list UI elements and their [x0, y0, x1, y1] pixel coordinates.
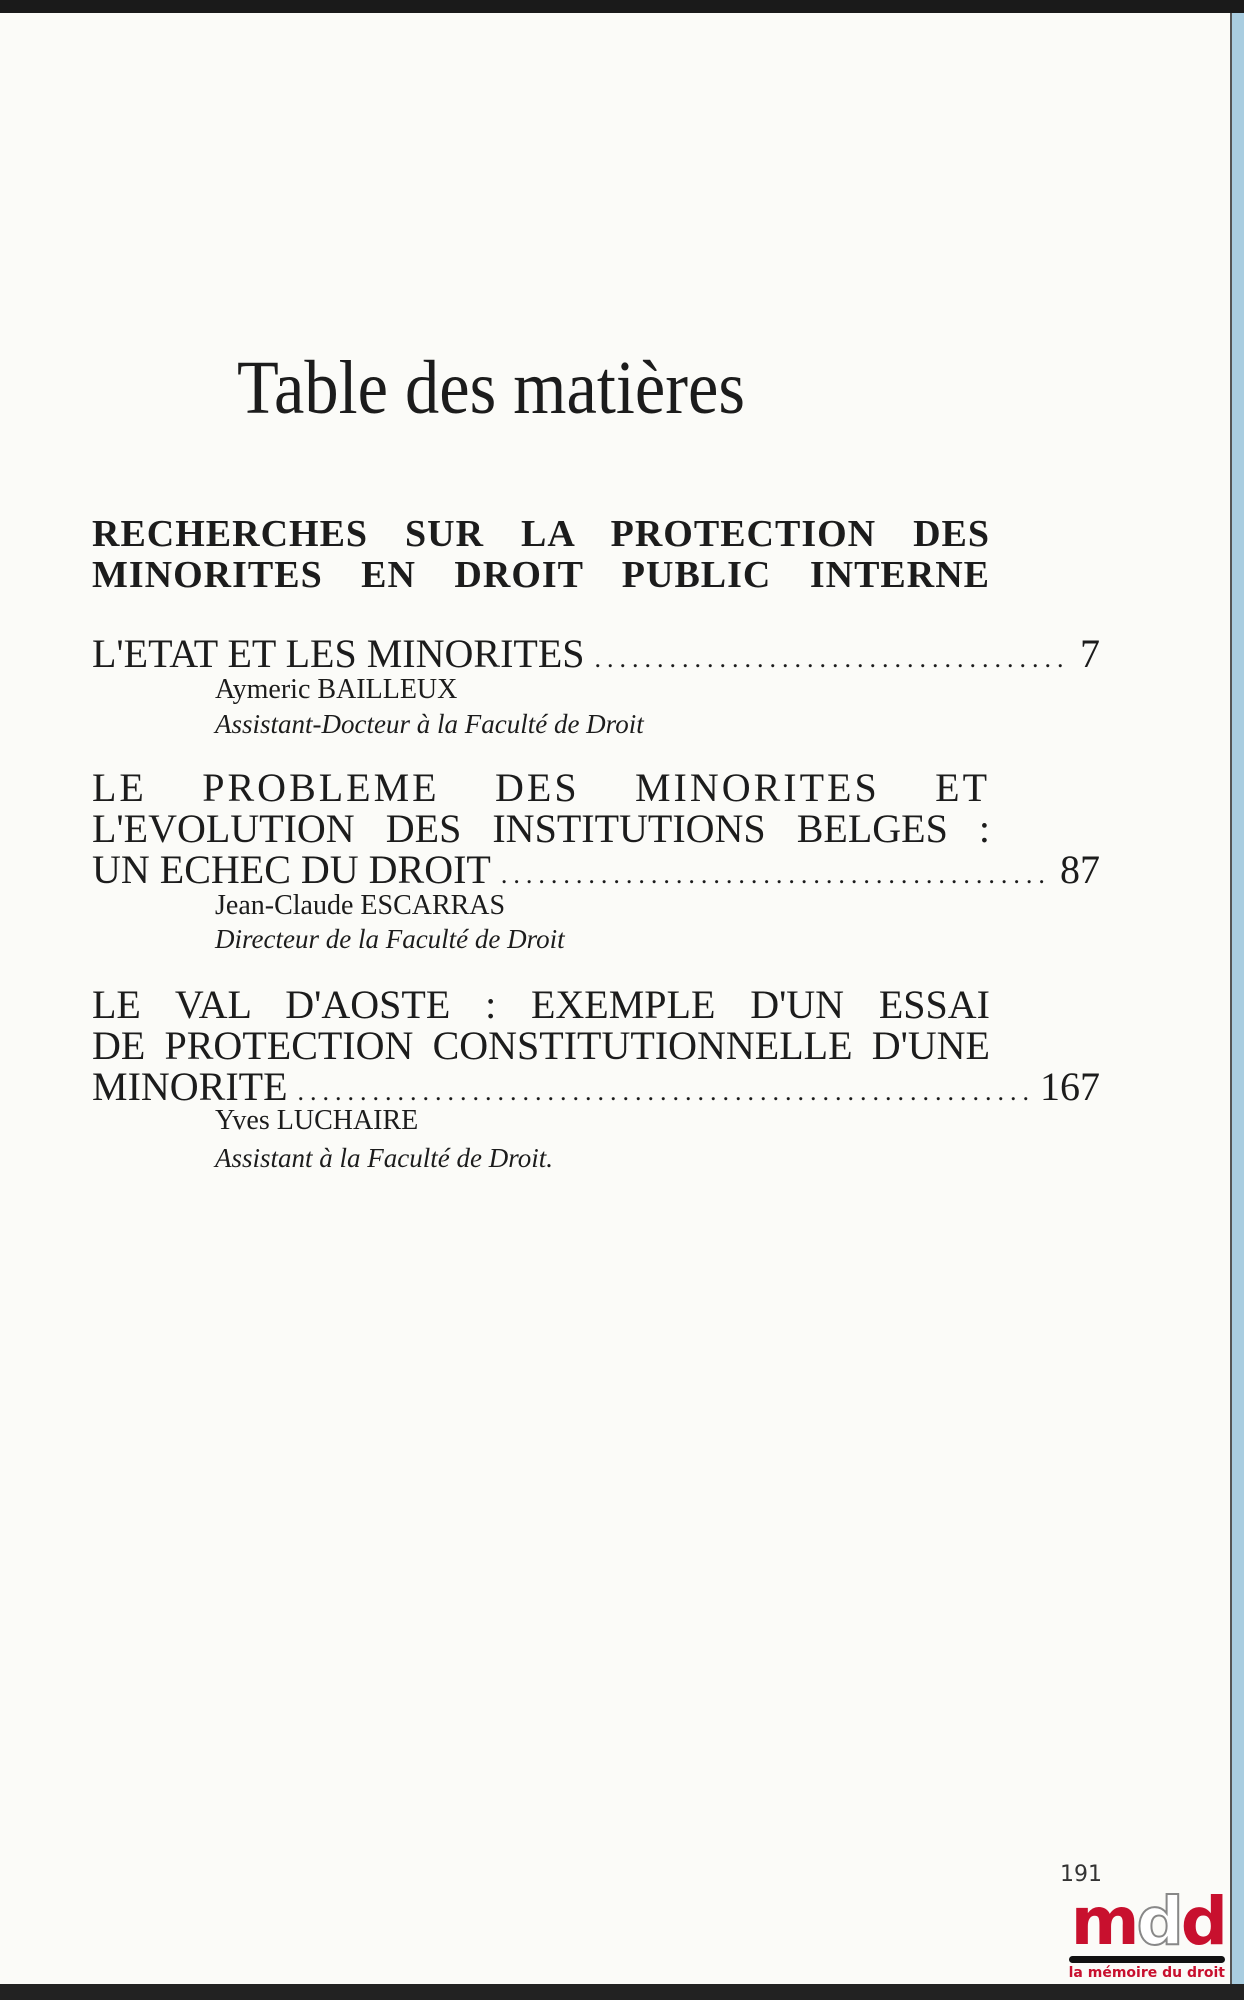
- entry-title: UN ECHEC DU DROIT: [92, 847, 491, 892]
- scan-top-edge: [0, 0, 1244, 13]
- logo-letter: d: [1136, 1883, 1181, 1960]
- mdd-logo: [1068, 1883, 1225, 1984]
- dot-leader: [298, 1077, 1030, 1107]
- toc-entry-3[interactable]: [92, 1063, 1100, 1110]
- entry-author-role: Assistant à la Faculté de Droit.: [215, 1143, 553, 1173]
- toc-entry-1[interactable]: [92, 630, 1100, 677]
- part-heading-line-2: MINORITES EN DROIT PUBLIC INTERNE: [92, 554, 990, 596]
- entry-title-line: LE PROBLEME DES MINORITES ET: [92, 765, 990, 810]
- entry-author: Yves LUCHAIRE: [215, 1105, 419, 1136]
- entry-page: 7: [1080, 631, 1100, 676]
- entry-title: MINORITE: [92, 1064, 288, 1109]
- entry-page: 87: [1060, 847, 1100, 892]
- part-heading-line-1: RECHERCHES SUR LA PROTECTION DES: [92, 513, 990, 555]
- dot-leader: [595, 644, 1071, 674]
- entry-page: 167: [1040, 1064, 1100, 1109]
- page-title: Table des matières: [237, 346, 745, 430]
- entry-author: Aymeric BAILLEUX: [215, 674, 458, 705]
- entry-author-role: Assistant-Docteur à la Faculté de Droit: [215, 709, 644, 739]
- entry-title-line: LE VAL D'AOSTE : EXEMPLE D'UN ESSAI: [92, 982, 990, 1027]
- entry-author-role: Directeur de la Faculté de Droit: [215, 924, 565, 954]
- entry-title: L'ETAT ET LES MINORITES: [92, 631, 585, 676]
- scan-bottom-edge: [0, 1984, 1244, 2000]
- toc-entry-2[interactable]: [92, 846, 1100, 893]
- logo-tagline: la mémoire du droit: [1068, 1965, 1225, 1981]
- logo-letter: m: [1070, 1883, 1137, 1960]
- page-number: 191: [1060, 1862, 1102, 1887]
- scan-right-edge: [1230, 13, 1244, 1984]
- logo-letter: d: [1180, 1883, 1225, 1960]
- entry-author: Jean-Claude ESCARRAS: [215, 890, 506, 921]
- dot-leader: [501, 860, 1050, 890]
- entry-title-line: L'EVOLUTION DES INSTITUTIONS BELGES :: [92, 806, 990, 851]
- entry-title-line: DE PROTECTION CONSTITUTIONNELLE D'UNE: [92, 1023, 990, 1068]
